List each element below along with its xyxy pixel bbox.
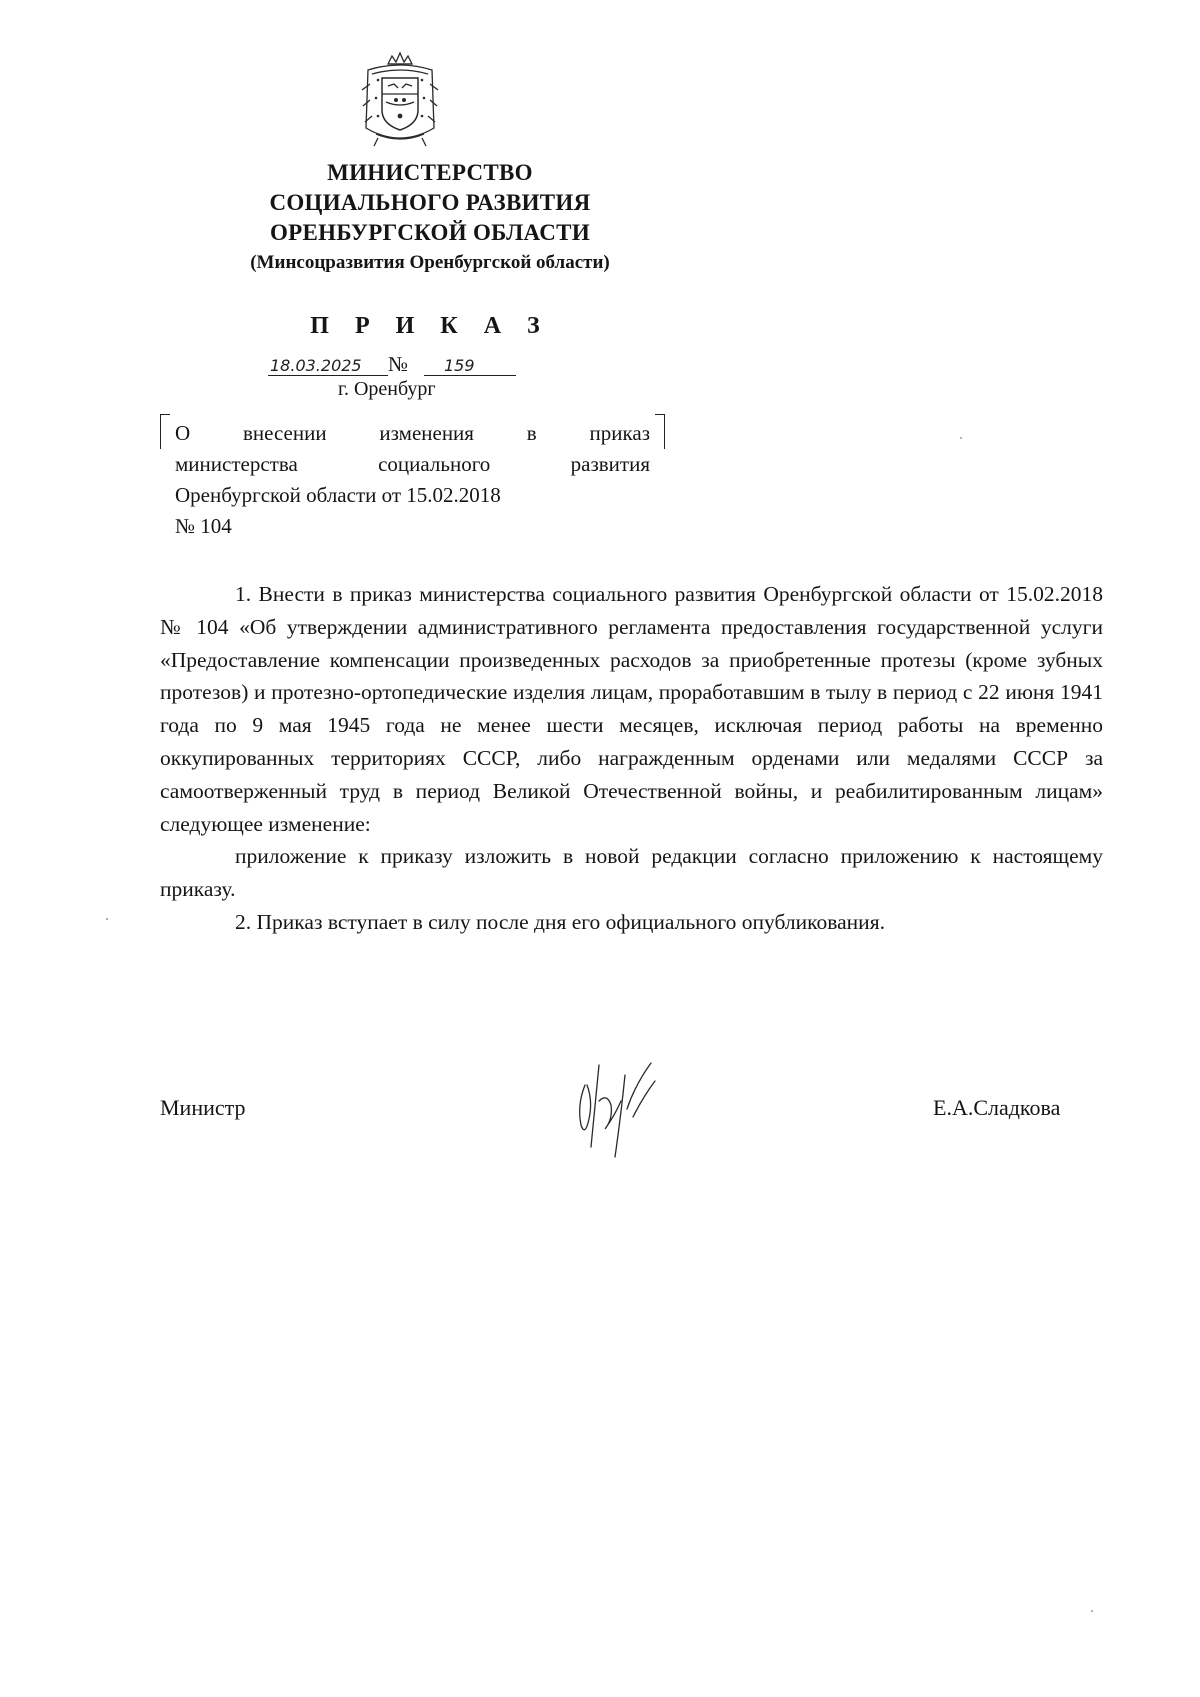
subject-bracket-right [655, 414, 665, 449]
order-body [160, 578, 1103, 939]
number-sign: № [388, 352, 409, 376]
org-name-line-2: СОЦИАЛЬНОГО РАЗВИТИЯ [269, 190, 591, 215]
signatory-name: Е.А.Сладкова [933, 1095, 1061, 1120]
coat-of-arms-icon [358, 50, 442, 150]
body-paragraph: 1. Внести в приказ министерства социального развития Оренбургской области от 15.02.2018 № 104 «Об утверждении административного регламента предоставления государственной услуги «Предоставление компенсации произведенных расходов за приобретенные протезы (кроме зубных протезов) и протезно-ортопедические изделия лицам, проработавшим в тылу в период с 22 июня 1941 года по 9 мая 1945 года не менее шести месяцев, исключая период работы на временно оккупированных территориях СССР, либо награжденным орденами или медалями СССР за самоотверженный труд в период Великой Отечественной войны, и реабилитированным лицам» следующее изменение: [160, 582, 1103, 836]
document-type: П Р И К А З [310, 313, 550, 339]
scan-speck [1091, 1610, 1093, 1612]
org-name-line-1: МИНИСТЕРСТВО [327, 160, 533, 185]
order-date-number-row [268, 352, 568, 380]
signatory-title: Министр [160, 1095, 246, 1120]
subject-line: Оренбургской области от 15.02.2018 [175, 483, 501, 507]
order-number: 159 [424, 356, 516, 376]
handwritten-signature [555, 1045, 685, 1165]
subject-line: министерства социального развития [175, 452, 650, 476]
scan-speck [106, 918, 108, 920]
order-date: 18.03.2025 [268, 356, 388, 376]
document-header [160, 158, 700, 278]
subject-line: О внесении изменения в приказ [175, 421, 650, 445]
org-short-name: (Минсоцразвития Оренбургской области) [250, 252, 610, 273]
subject-line: № 104 [175, 514, 232, 538]
subject-bracket-left [160, 414, 170, 449]
org-name-line-3: ОРЕНБУРГСКОЙ ОБЛАСТИ [269, 220, 591, 245]
body-paragraph: 2. Приказ вступает в силу после дня его официального опубликования. [235, 909, 885, 934]
scan-speck [960, 437, 962, 439]
body-paragraph: приложение к приказу изложить в новой редакции согласно приложению к настоящему приказу. [160, 844, 1103, 902]
order-city: г. Оренбург [338, 378, 436, 400]
order-subject [175, 418, 650, 542]
